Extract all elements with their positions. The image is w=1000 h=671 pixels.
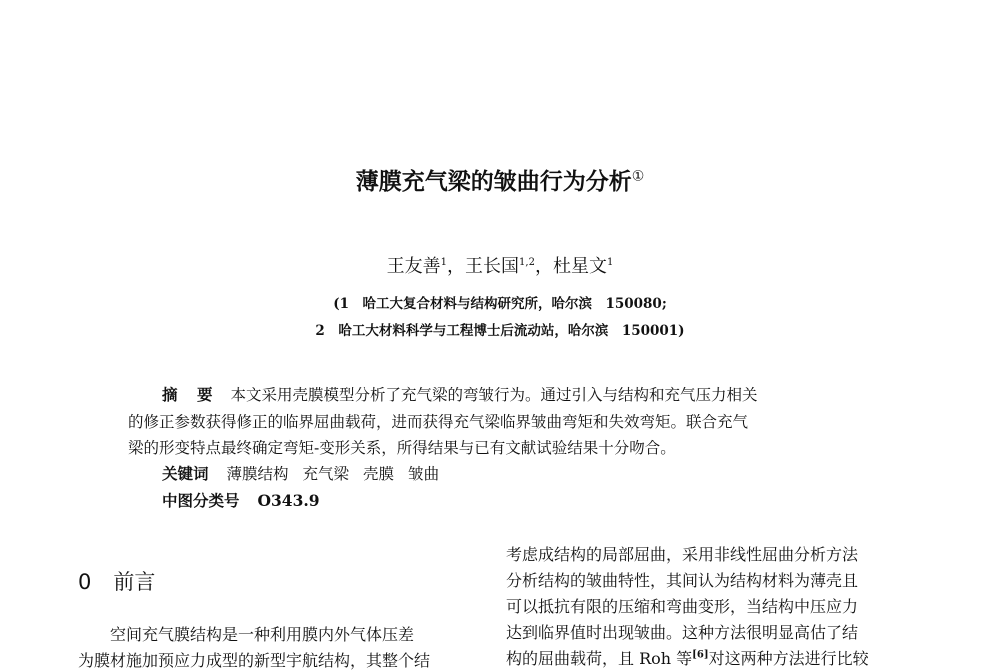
body-text-line: 空间充气膜结构是一种利用膜内外气体压差 [110,625,415,644]
paper-title [0,163,1000,196]
body-text: 对这两种方法进行比较 [708,649,869,668]
body-text-line: 为膜材施加预应力成型的新型宇航结构，其整个结 [78,651,431,670]
title-text: 薄膜充气梁的皱曲行为分析 [355,169,632,195]
author-affiliation-mark: 1 [440,257,448,268]
author-affiliation-mark: 1 [606,257,614,268]
citation-ref: [6] [692,649,709,661]
keyword: 壳膜 [363,465,395,483]
author-name: 王长国 [465,256,520,277]
abstract-text: 本文采用壳膜模型分析了充气梁的弯皱行为。通过引入与结构和充气压力相关 [230,386,758,404]
body-text-line: 达到临界值时出现皱曲。这种方法很明显高估了结 [506,623,859,642]
body-text-line: 考虑成结构的局部屈曲，采用非线性屈曲分析方法 [506,545,859,564]
body-text: 构的屈曲载荷，且 Roh 等 [506,649,693,668]
author-list [0,252,1000,278]
classification-label: 中图分类号 [162,492,240,510]
body-text-line: 可以抵抗有限的压缩和弯曲变形，当结构中压应力 [506,597,859,616]
classification-line [162,489,320,511]
abstract-label: 摘 要 [162,386,215,404]
keywords-label: 关键词 [162,465,209,483]
author-affiliation-mark: 1,2 [519,257,535,268]
title-footnote-mark: ① [631,168,645,185]
keyword: 薄膜结构 [226,465,289,483]
keywords-line [162,462,453,484]
affiliation-line: 2 哈工大材料科学与工程博士后流动站，哈尔滨 150001) [315,323,685,339]
keyword: 充气梁 [302,465,350,483]
abstract-line: 梁的形变特点最终确定弯矩-变形关系，所得结果与已有文献试验结果十分吻合。 [128,439,676,457]
body-text-line: 分析结构的皱曲特性，其间认为结构材料为薄壳且 [506,571,859,590]
keyword: 皱曲 [408,465,440,483]
classification-code: O343.9 [257,491,320,510]
affiliation-line: (1 哈工大复合材料与结构研究所，哈尔滨 150080; [333,296,667,312]
author-name: 杜星文 [552,256,607,277]
author-separator: ， [534,256,553,277]
section-heading [78,566,155,596]
author-name: 王友善 [386,256,441,277]
abstract-line [162,383,758,405]
author-separator: ， [447,256,466,277]
section-title: 前言 [113,570,156,594]
section-number: 0 [78,570,92,594]
abstract-line: 的修正参数获得修正的临界屈曲载荷，进而获得充气梁临界皱曲弯矩和失效弯矩。联合充气 [128,413,749,431]
